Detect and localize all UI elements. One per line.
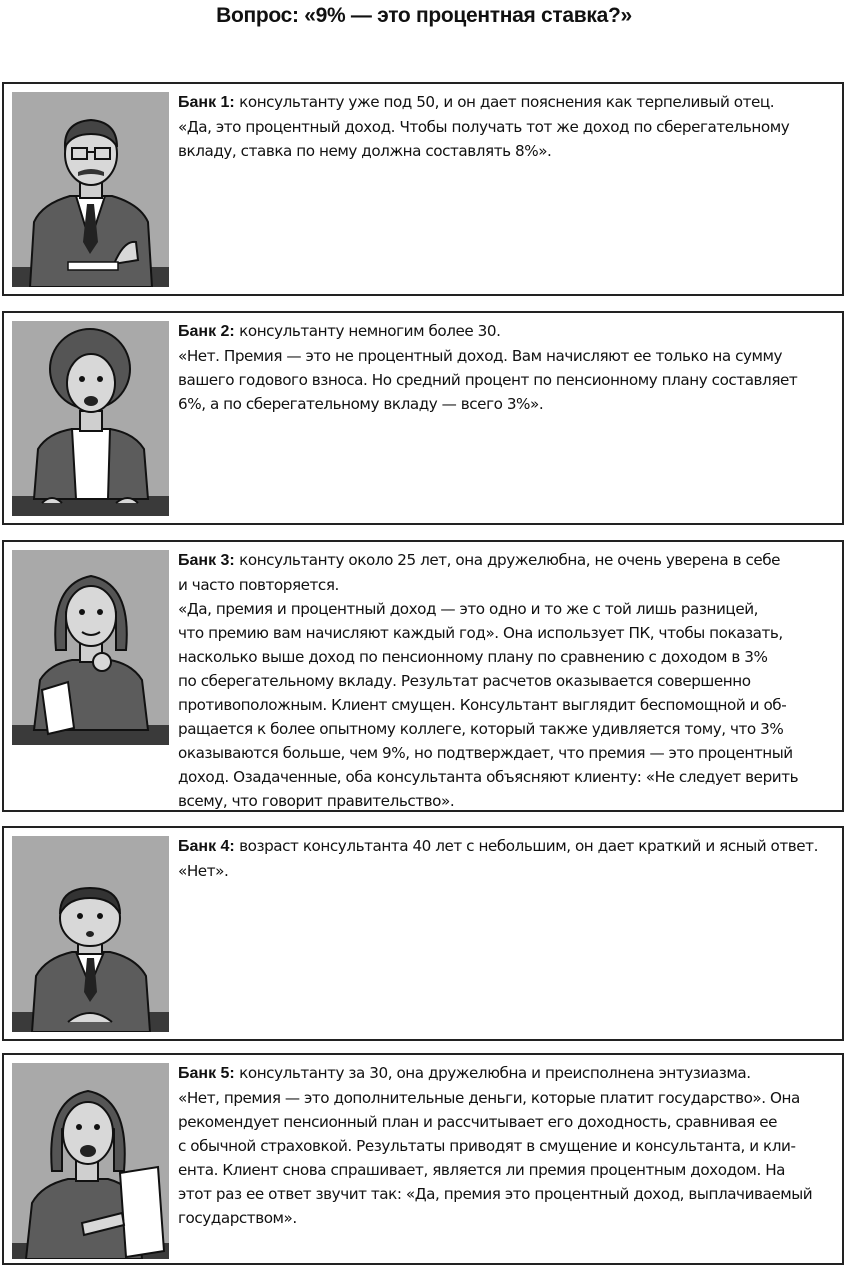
text-line: ращается к более опытному коллеге, который также удивляется тому, что 3% [178,720,784,738]
bank-panel-4 [2,826,844,1041]
text-line: оказываются больше, чем 9%, но подтверждает, что премия — это процентный [178,744,793,762]
text-line: по сберегательному вкладу. Результат расчетов оказывается совершенно [178,672,751,690]
text-line: государством». [178,1209,297,1227]
text-line: «Нет». [178,862,229,880]
text-line: вашего годового взноса. Но средний процент по пенсионному плану составляет [178,371,798,389]
text-line: противоположным. Клиент смущен. Консультант выглядит беспомощной и об- [178,696,787,714]
text-line: «Нет. Премия — это не процентный доход. Вам начисляют ее только на сумму [178,347,783,365]
bank-intro: консультанту немногим более 30. [239,322,501,340]
text-line: вкладу, ставка по нему должна составлять 8%». [178,142,552,160]
text-line: 6%, а по сберегательному вкладу — всего 3%». [178,395,544,413]
bank-panel-1 [2,82,844,296]
bank-panel-2 [2,311,844,525]
text-line: что премию вам начисляют каждый год». Она использует ПК, чтобы показать, [178,624,783,642]
consultant-illustration-4 [12,836,169,1032]
bank-label: Банк 3: [178,552,235,569]
text-line: всему, что говорит правительство». [178,792,455,810]
bank-intro: консультанту около 25 лет, она дружелюбна, не очень уверена в себе [239,551,781,569]
text-line: и часто повторяется. [178,576,339,594]
bank-panel-5 [2,1053,844,1265]
bank-intro: возраст консультанта 40 лет с небольшим, он дает краткий и ясный ответ. [239,837,818,855]
bank-label: Банк 2: [178,323,235,340]
bank-panel-3 [2,540,844,812]
bank-label: Банк 4: [178,838,235,855]
text-line: с обычной страховкой. Результаты приводят в смущение и консультанта, и кли- [178,1137,796,1155]
bank-label: Банк 5: [178,1065,235,1082]
page-title: Вопрос: «9% — это процентная ставка?» [216,4,632,27]
bank-intro: консультанту уже под 50, и он дает пояснения как терпеливый отец. [239,93,775,111]
bank-text-3 [178,548,838,813]
text-line: рекомендует пенсионный план и рассчитывает его доходность, сравнивая ее [178,1113,778,1131]
bank-label: Банк 1: [178,94,235,111]
text-line: «Да, это процентный доход. Чтобы получать тот же доход по сберегательному [178,118,790,136]
text-line: доход. Озадаченные, оба консультанта объясняют клиенту: «Не следует верить [178,768,799,786]
text-line: ента. Клиент снова спрашивает, является ли премия процентным доходом. На [178,1161,786,1179]
text-line: насколько выше доход по пенсионному плану по сравнению с доходом в 3% [178,648,768,666]
consultant-illustration-1 [12,92,169,287]
consultant-illustration-3 [12,550,169,745]
text-line: «Да, премия и процентный доход — это одно и то же с той лишь разницей, [178,600,759,618]
bank-intro: консультанту за 30, она дружелюбна и преисполнена энтузиазма. [239,1064,751,1082]
bank-text-4 [178,834,838,883]
text-line: «Нет, премия — это дополнительные деньги, которые платит государство». Она [178,1089,800,1107]
text-line: этот раз ее ответ звучит так: «Да, премия это процентный доход, выплачиваемый [178,1185,813,1203]
consultant-illustration-5 [12,1063,169,1259]
consultant-illustration-2 [12,321,169,516]
bank-text-5 [178,1061,838,1230]
bank-text-1 [178,90,838,163]
bank-text-2 [178,319,838,416]
